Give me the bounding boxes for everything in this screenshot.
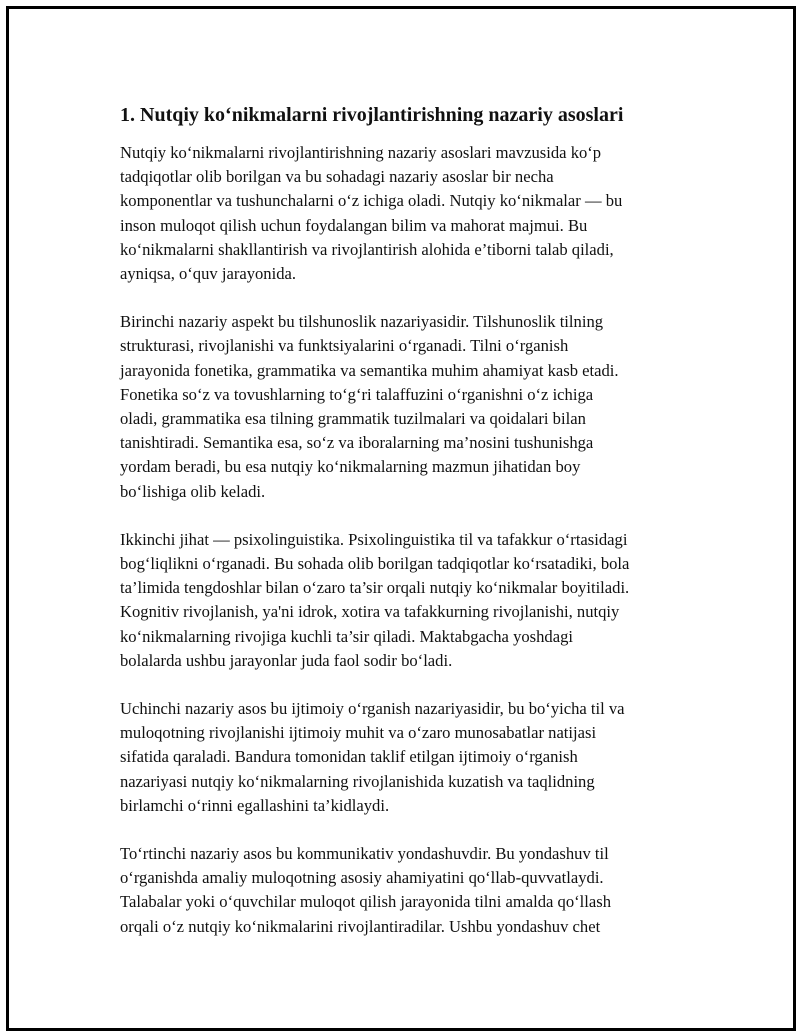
paragraph-2 — [120, 310, 680, 504]
text-line: ayniqsa, o‘quv jarayonida. — [120, 264, 297, 284]
text-line: Fonetika so‘z va tovushlarning to‘g‘ri talaffuzini o‘rganishni o‘z ichiga — [120, 384, 594, 404]
text-line: sifatida qaraladi. Bandura tomonidan taklif etilgan ijtimoiy o‘rganish — [120, 747, 578, 767]
page-frame — [6, 6, 796, 1031]
text-line: bo‘lishiga olib keladi. — [120, 481, 266, 501]
text-line: Kognitiv rivojlanish, ya'ni idrok, xotira va tafakkurning rivojlanishi, nutqiy — [120, 602, 620, 622]
paragraph-1 — [120, 141, 680, 286]
text-line: nazariyasi nutqiy ko‘nikmalarning rivojlanishida kuzatish va taqlidning — [120, 771, 595, 791]
text-line: strukturasi, rivojlanishi va funktsiyalarini o‘rganadi. Tilni o‘rganish — [120, 336, 569, 356]
text-line: bolalarda ushbu jarayonlar juda faol sodir bo‘ladi. — [120, 650, 453, 670]
text-line: Birinchi nazariy aspekt bu tilshunoslik nazariyasidir. Tilshunoslik tilning — [120, 312, 604, 332]
text-line: Uchinchi nazariy asos bu ijtimoiy o‘rganish nazariyasidir, bu bo‘yicha til va — [120, 699, 625, 719]
page-content — [120, 101, 680, 963]
text-line: bog‘liqlikni o‘rganadi. Bu sohada olib borilgan tadqiqotlar ko‘rsatadiki, bola — [120, 554, 630, 574]
text-line: jarayonida fonetika, grammatika va semantika muhim ahamiyat kasb etadi. — [120, 360, 619, 380]
text-line: ko‘nikmalarning rivojiga kuchli ta’sir qiladi. Maktabgacha yoshdagi — [120, 626, 573, 646]
paragraph-4 — [120, 697, 680, 818]
text-line: komponentlar va tushunchalarni o‘z ichiga oladi. Nutqiy ko‘nikmalar — bu — [120, 191, 623, 211]
text-line: Talabalar yoki o‘quvchilar muloqot qilish jarayonida tilni amalda qo‘llash — [120, 892, 611, 912]
paragraph-5 — [120, 842, 680, 939]
text-line: muloqotning rivojlanishi ijtimoiy muhit va o‘zaro munosabatlar natijasi — [120, 723, 597, 743]
paragraph-3 — [120, 528, 680, 673]
text-line: birlamchi o‘rinni egallashini ta’kidlaydi. — [120, 795, 390, 815]
text-line: Nutqiy ko‘nikmalarni rivojlantirishning nazariy asoslari mavzusida ko‘p — [120, 143, 602, 162]
text-line: o‘rganishda amaliy muloqotning asosiy ahamiyatini qo‘llab-quvvatlaydi. — [120, 868, 604, 888]
text-line: oladi, grammatika esa tilning grammatik tuzilmalari va qoidalari bilan — [120, 409, 586, 429]
text-line: ta’limida tengdoshlar bilan o‘zaro ta’sir orqali nutqiy ko‘nikmalar boyitiladi. — [120, 578, 630, 598]
text-line: Ikkinchi jihat — psixolinguistika. Psixolinguistika til va tafakkur o‘rtasidagi — [120, 529, 628, 549]
text-line: inson muloqot qilish uchun foydalangan bilim va mahorat majmui. Bu — [120, 215, 588, 235]
section-heading: 1. Nutqiy ko‘nikmalarni rivojlantirishning nazariy asoslari — [120, 104, 624, 126]
text-line: ko‘nikmalarni shakllantirish va rivojlantirish alohida e’tiborni talab qiladi, — [120, 239, 614, 259]
text-line: yordam beradi, bu esa nutqiy ko‘nikmalarning mazmun jihatidan boy — [120, 457, 581, 477]
text-line: orqali o‘z nutqiy ko‘nikmalarini rivojlantiradilar. Ushbu yondashuv chet — [120, 916, 601, 936]
text-line: tanishtiradi. Semantika esa, so‘z va iboralarning ma’nosini tushunishga — [120, 433, 594, 453]
text-line: To‘rtinchi nazariy asos bu kommunikativ yondashuvdir. Bu yondashuv til — [120, 844, 609, 864]
text-line: tadqiqotlar olib borilgan va bu sohadagi nazariy asoslar bir necha — [120, 167, 554, 187]
